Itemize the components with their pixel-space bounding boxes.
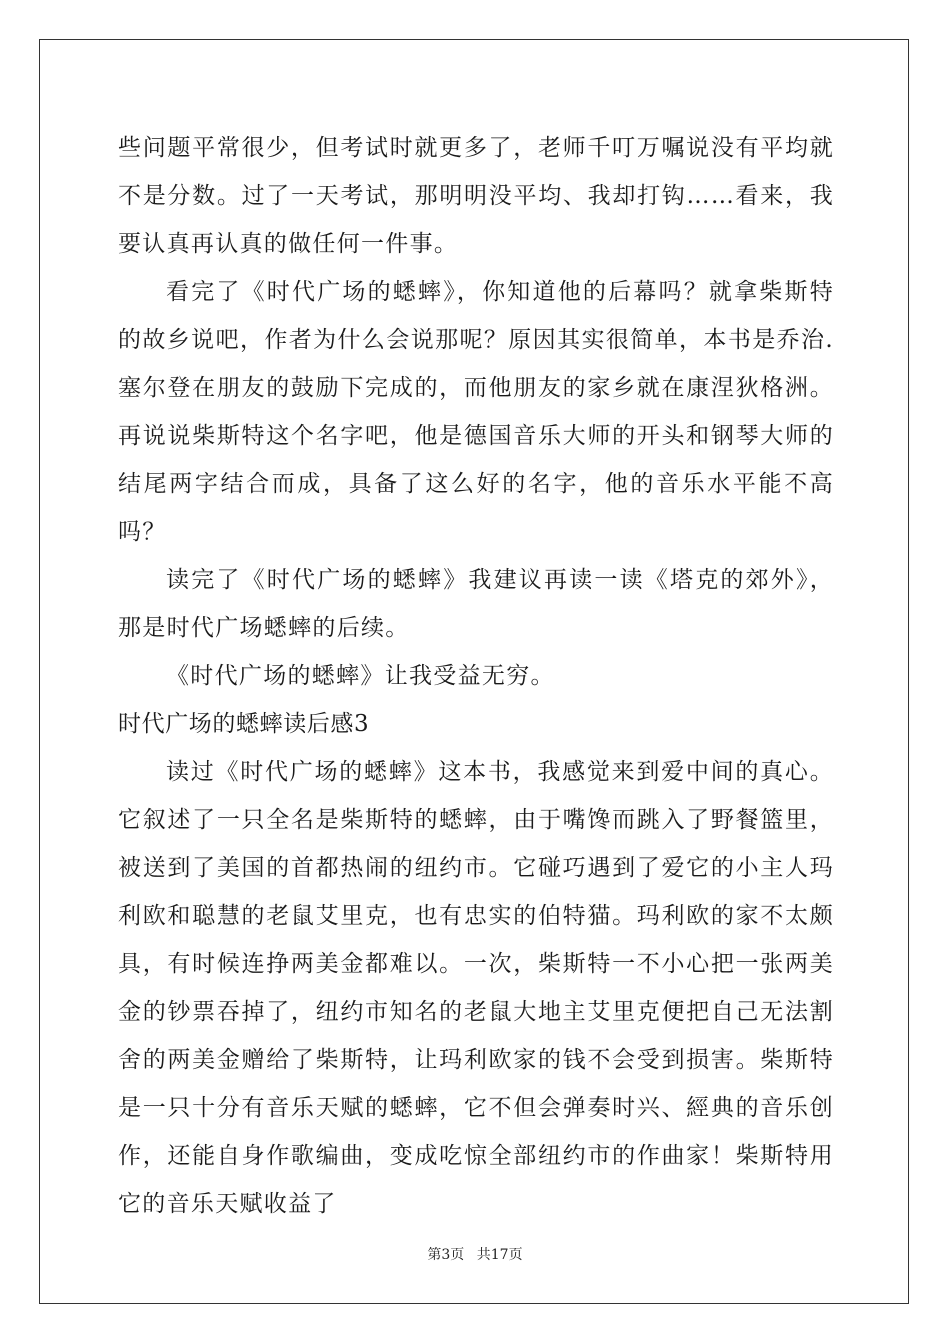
paragraph-5: 读过《时代广场的蟋蟀》这本书，我感觉来到爱中间的真心。它叙述了一只全名是柴斯特的蟋蟀，由于嘴馋而跳入了野餐篮里，被送到了美国的首都热闹的纽约市。它碰巧遇到了爱它的小主人玛利欧和聪慧的老鼠艾里克，也有忠实的伯特猫。玛利欧的家不太颇具，有时候连挣两美金都难以。一次，柴斯特一不小心把一张两美金的钞票吞掉了，纽约市知名的老鼠大地主艾里克便把自己无法割舍的两美金赠给了柴斯特，让玛利欧家的钱不会受到损害。柴斯特是一只十分有音乐天赋的蟋蟀，它不但会弹奏时兴、經典的音乐创作，还能自身作歌编曲，变成吃惊全部纽约市的作曲家！柴斯特用它的音乐天赋收益了 — [118, 759, 834, 1217]
paragraph-4: 《时代广场的蟋蟀》让我受益无穷。 — [166, 663, 555, 689]
section-heading: 时代广场的蟋蟀读后感3 — [118, 711, 370, 737]
page-total: 共17页 — [476, 1247, 523, 1263]
document-body — [118, 124, 834, 1228]
paragraph-1: 些问题平常很少，但考试时就更多了，老师千叮万嘱说没有平均就不是分数。过了一天考试，那明明没平均、我却打钩……看来，我要认真再认真的做任何一件事。 — [118, 135, 834, 257]
page-number: 第3页 — [427, 1247, 465, 1263]
paragraph-2: 看完了《时代广场的蟋蟀》，你知道他的后幕吗？就拿柴斯特的故乡说吧，作者为什么会说那呢？原因其实很简单，本书是乔治.塞尔登在朋友的鼓励下完成的，而他朋友的家乡就在康涅狄格洲。再说说柴斯特这个名字吧，他是德国音乐大师的开头和钢琴大师的结尾两字结合而成，具备了这么好的名字，他的音乐水平能不高吗？ — [118, 279, 834, 545]
page-footer — [0, 1244, 950, 1264]
paragraph-3: 读完了《时代广场的蟋蟀》我建议再读一读《塔克的郊外》，那是时代广场蟋蟀的后续。 — [118, 567, 834, 641]
